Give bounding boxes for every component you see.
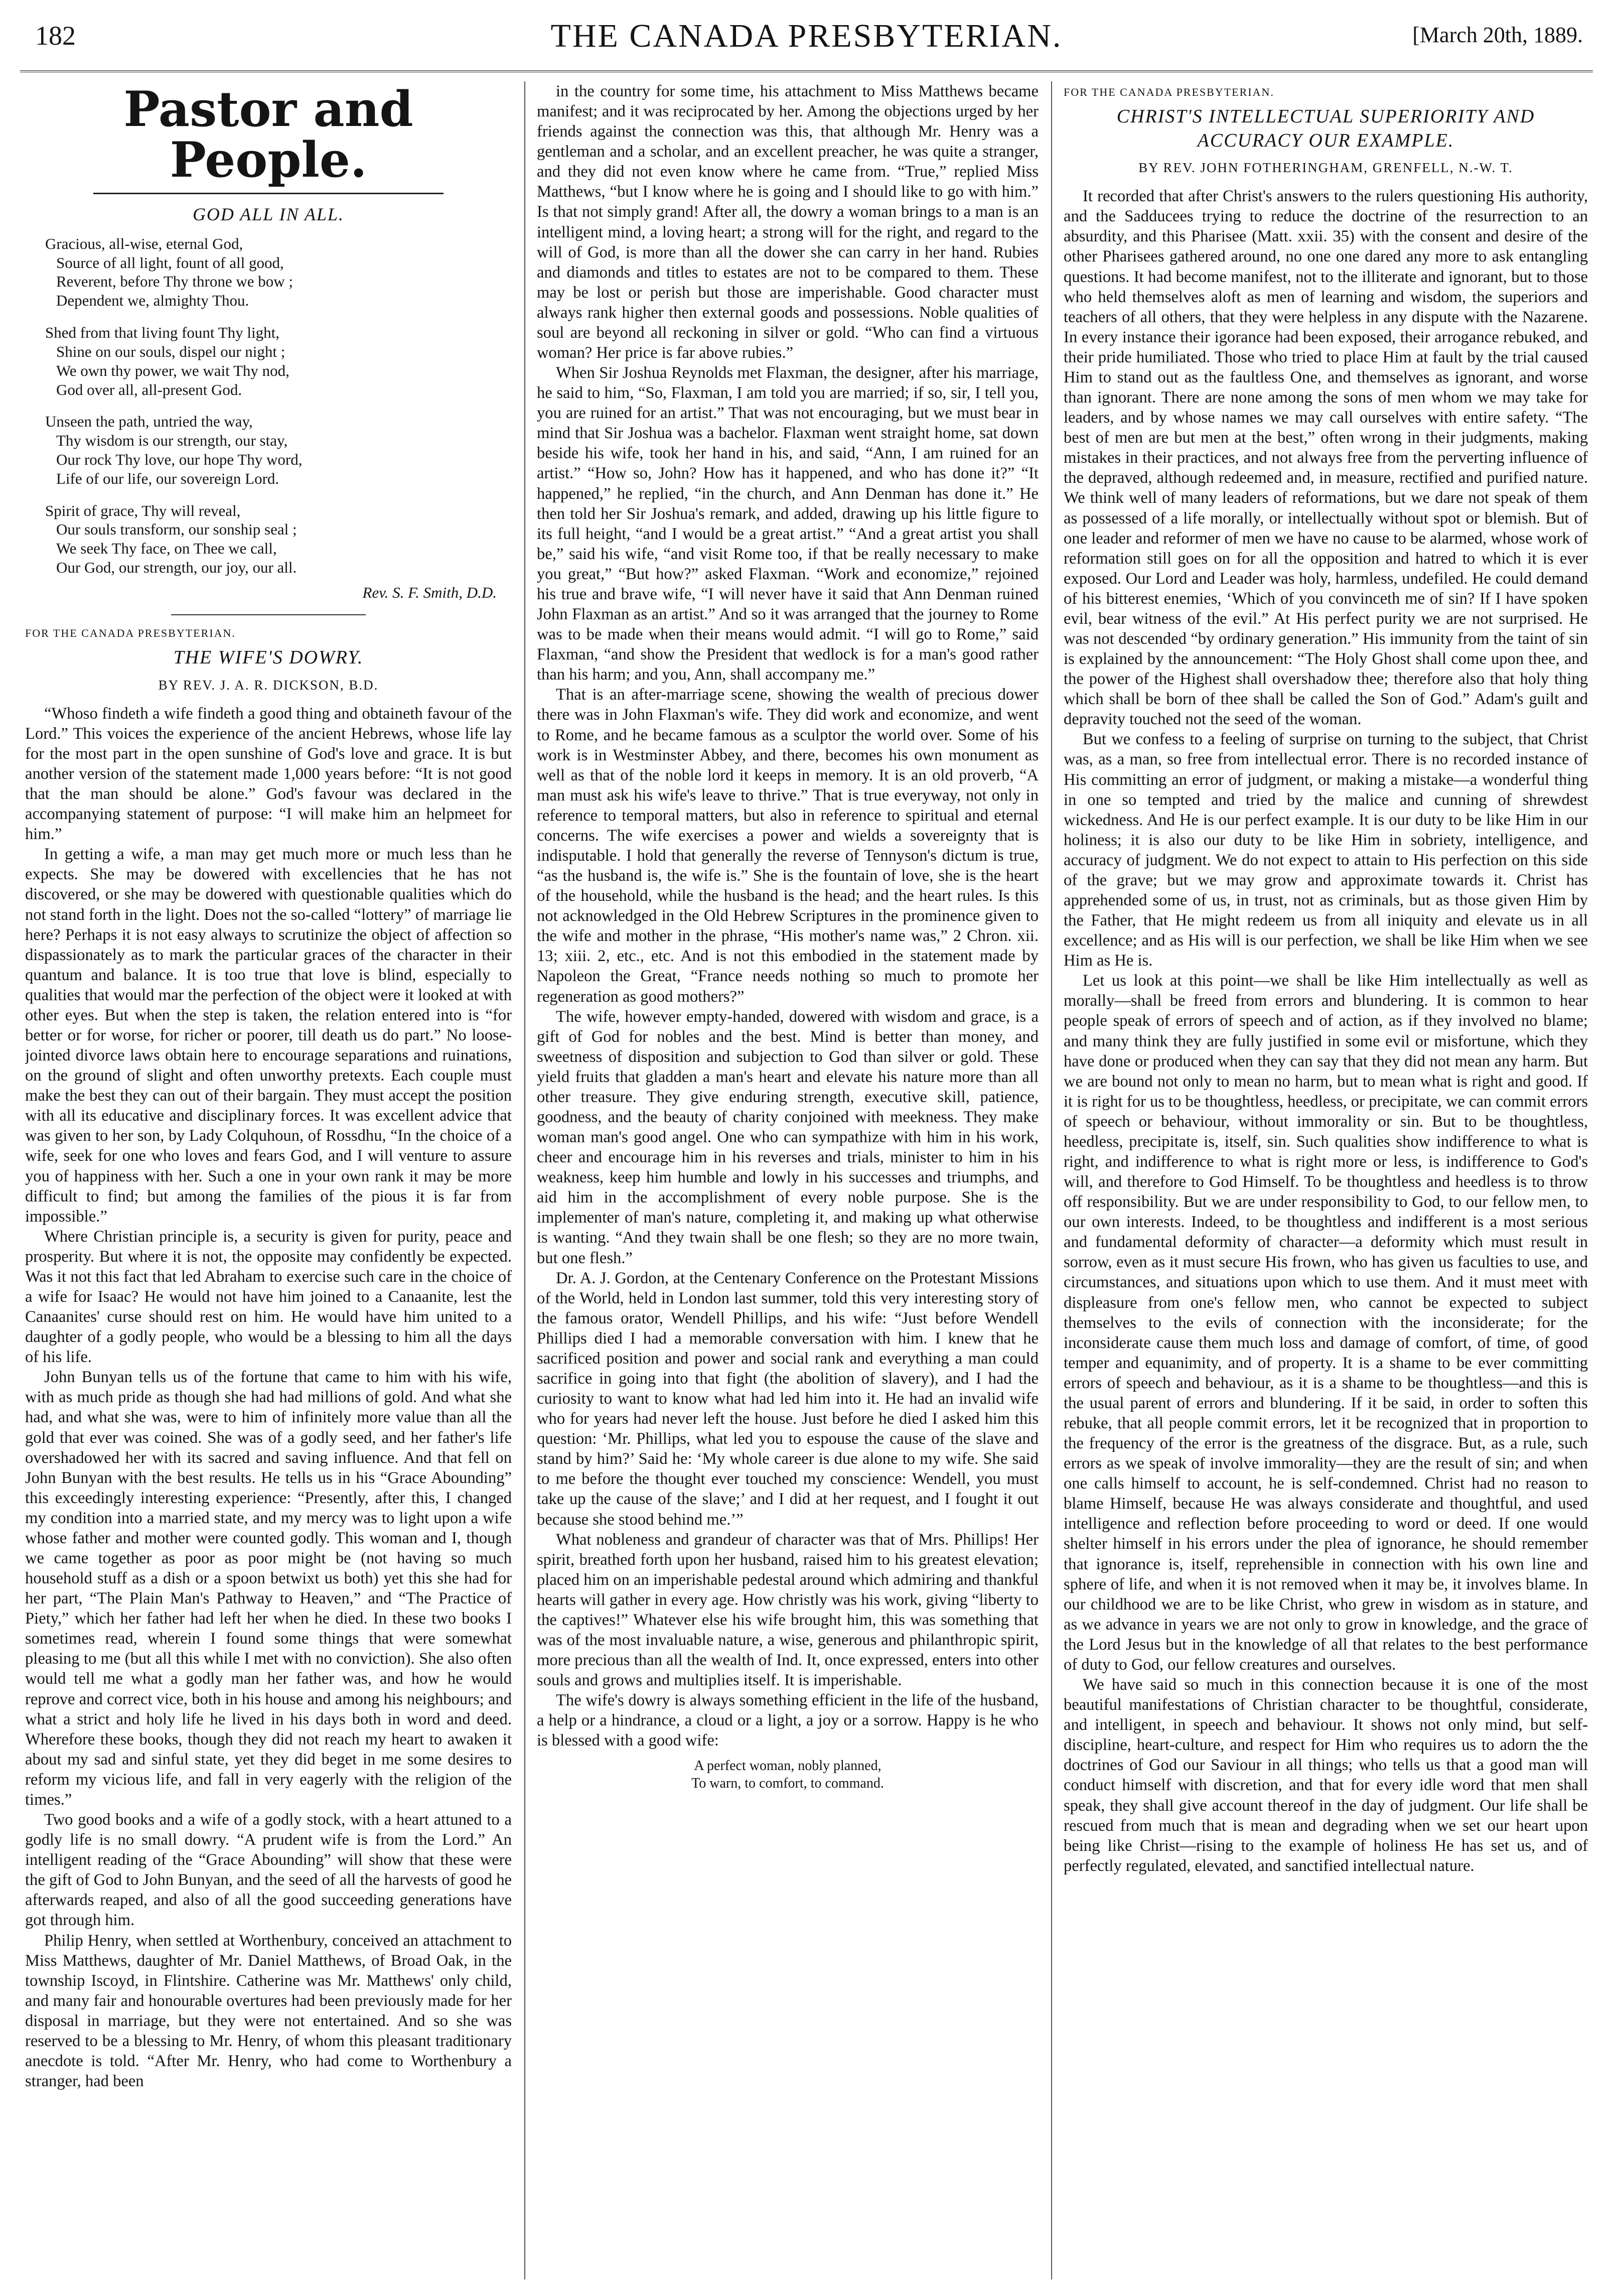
paragraph: The wife's dowry is always something efficient in the life of the husband, a help or a hindrance, a cloud or a light, a joy or a sorrow. Happy is he who is blessed with a good wife: bbox=[537, 1691, 1039, 1750]
poem-line: Our rock Thy love, our hope Thy word, bbox=[56, 450, 303, 468]
article-source: FOR THE CANADA PRESBYTERIAN. bbox=[1064, 86, 1274, 98]
poem-stanza bbox=[45, 234, 512, 310]
paragraph: in the country for some time, his attachment to Miss Matthews became manifest; and it was reciprocated by her. Among the objections urged by her friends against the connection was this, that although Mr. Henry was a gentleman and a scholar, and an excellent preacher, he was quite a stranger, and they did not even know where he came from. “True,” replied Miss Matthews, “but I know where he is going and I should like to go with him.” Is that not simply grand! After all, the dowry a woman brings to a man is an intelligent mind, a loving heart; a strong will for the right, and regard to the will of God, is more than all the dower she can carry in her hand. Rubies and diamonds and titles to estates are not to be compared to them. These may be lost or perish but those are imperishable. Good character must always rank higher then external goods and possessions. Noble qualities of soul are beyond all reckoning in silver or gold. “Who can find a virtuous woman? Her price is far above rubies.” bbox=[537, 82, 1039, 362]
paragraph: The wife, however empty-handed, dowered with wisdom and grace, is a gift of God for nobles and the best. Mind is better than money, and sweetness of disposition and subjection to God than silver or gold. These yield fruits that gladden a man's heart and elevate his nature more than all other treasure. They give enduring strength, executive skill, patience, goodness, and the beauty of charity conjoined with meekness. They make woman man's good angel. One who can sympathize with him in his work, cheer and encourage him in his reverses and trials, minister to him in his weakness, keep him humble and lowly in his successes and triumphs, and aid him in the accomplishment of every noble purpose. She is the implementer of man's nature, completing it, and making up what otherwise is wanting. “And they twain shall be one flesh; so they are no more twain, but one flesh.” bbox=[537, 1007, 1039, 1267]
page-number: 182 bbox=[35, 21, 76, 51]
poem-line: Spirit of grace, Thy will reveal, bbox=[45, 501, 241, 519]
poem-line: Our souls transform, our sonship seal ; bbox=[56, 520, 297, 538]
poem-attribution: Rev. S. F. Smith, D.D. bbox=[362, 583, 497, 601]
poem-line: Our God, our strength, our joy, our all. bbox=[56, 559, 297, 577]
paragraph: John Bunyan tells us of the fortune that came to him with his wife, with as much pride as though she had had millions of gold. And what she had, and what she was, were to him of infinitely more value than all the gold that ever was coined. She was of a godly seed, and her father's life overshadowed her with its sacred and saving influence. And that fell on John Bunyan with the best results. He tells us in his “Grace Abounding” this exceedingly interesting experience: “Presently, after this, I changed my condition into a married state, and my mercy was to light upon a wife whose father and mother were counted godly. This woman and I, though we came together as poor as poor might be (not having so much household stuff as a dish or a spoon betwixt us both) yet this she had for her part, “The Plain Man's Pathway to Heaven,” and “The Practice of Piety,” which her father had left her when he died. In these two books I sometimes read, wherein I found some things that were somewhat pleasing to me (but all this while I met with no conviction). She also often would tell me what a godly man her father was, and how he would reprove and correct vice, both in his house and among his neighbours; and what a strict and holy life he lived in his days both in word and deed. Wherefore these books, though they did not reach my heart to awaken it about my sad and sinful state, yet they did beget in me some desires to reform my vicious life, and fall in very eagerly with the religion of the times.” bbox=[25, 1368, 512, 1809]
paragraph: It recorded that after Christ's answers to the rulers questioning His authority, and the Sadducees trying to reduce the doctrine of the resurrection to an absurdity, and this Pharisee (Matt. xxii. 35) with the consent and desire of the other Pharisees gathered around, no one one dared any more to ask entangling questions. It had become manifest, not to the illiterate and ignorant, but to those who held themselves aloft as men of learning and wisdom, the superiors and teachers of all others, that they were helpless in any dispute with the Nazarene. In every instance their igorance had been exposed, their arrogance rebuked, and their pride humiliated. Those who tried to place Him at fault by the trial caused Him to stand out as the faultless One, and themselves as ignorant, and worse than ignorant. There are none among the sons of men whom we may take for leaders, and by whose names we may call ourselves with entire safety. “The best of men are but men at the best,” often wrong in their judgments, making mistakes in their practices, and not always free from the perverting influence of the depraved, although redeemed and, in measure, rectified and purified nature. We think well of many leaders of reformations, but we dare not speak of them as possessed of a life morally, or intellectually without spot or blemish. But of one leader and reformer of men we have no cause to be alarmed, whose work of reformation still goes on for all the opposition and hatred to which it is ever exposed. Our Lord and Leader was holy, harmless, undefiled. He could demand of his bitterest enemies, ‘Which of you convinceth me of sin? If I have spoken evil, bear witness of the evil.” At His perfect purity we are not surprised. He was not descended “by ordinary generation.” His immunity from the taint of sin is explained by the announcement: “The Holy Ghost shall come upon thee, and the power of the Highest shall overshadow thee; therefore also that holy thing which shall be born of thee shall be called the Son of God.” Adam's guilt and depravity touched not the seed of the woman. bbox=[1064, 187, 1588, 729]
poem-line: We seek Thy face, on Thee we call, bbox=[56, 539, 277, 558]
issue-date: [March 20th, 1889. bbox=[1412, 23, 1583, 47]
running-title: THE CANADA PRESBYTERIAN. bbox=[550, 18, 1063, 54]
poem-line: Thy wisdom is our strength, our stay, bbox=[56, 432, 288, 450]
paragraph: In getting a wife, a man may get much more or much less than he expects. She may be dowered with excellencies that he has not discovered, or she may be dowered with questionable qualities which do not stand forth in the light. Does not the so-called “lottery” of marriage lie here? Perhaps it is not easy always to scrutinize the object of affection so dispassionately as to mark the particular graces of the character in their quantum and balance. It is too true that love is blind, especially to qualities that would mar the perfection of the object were it looked at with other eyes. But when the step is taken, the relation entered into is “for better or for worse, for richer or poorer, till death us do part.” No loose-jointed divorce laws obtain here to encourage separations and ruinations, on the ground of slight and often unworthy pretexts. Each couple must make the best they can out of their bargain. They must accept the position with all its educative and disciplinary forces. It was excellent advice that was given to her son, by Lady Colquhoun, of Rossdhu, “In the choice of a wife, seek for one who loves and fears God, and I will venture to assure you of happiness with her. Such a one in your own rank it may be more difficult to find; but among the families of the pious it is far from impossible.” bbox=[25, 845, 512, 1226]
header-rule bbox=[20, 70, 1593, 72]
poem-stanza bbox=[45, 323, 512, 399]
poem-stanza bbox=[45, 412, 512, 488]
column-1 bbox=[25, 81, 512, 2279]
paragraph: We have said so much in this connection because it is one of the most beautiful manifestations of Christian character to be thoughtful, considerate, and intelligent, in speech and behaviour. It shows not only mind, but self-discipline, heart-culture, and respect for Him who requires us to adorn the the doctrines of God our Saviour in all things; who tells us that a good man will conduct himself with discretion, and that for every idle word that men shall speak, they shall give account thereof in the day of judgment. Our life shall be rescued from much that is mean and degrading when we set our heart upon being like Christ—rising to the example of holiness He has set us, and of perfectly regulated, elevated, and sanctified intellectual nature. bbox=[1064, 1676, 1588, 1875]
poem-line: Shine on our souls, dispel our night ; bbox=[56, 342, 285, 360]
paragraph: That is an after-marriage scene, showing the wealth of precious dower there was in John Flaxman's wife. They did work and economize, and went to Rome, and he became famous as a sculptor the world over. Some of his work is in Westminster Abbey, and there, becomes his own monument as well as that of the noble lord it keeps in memory. It is an old proverb, “A man must ask his wife's leave to thrive.” That is true everyway, not only in reference to temporal matters, but also in reference to spiritual and eternal concerns. The wife exercises a power and wields a sovereignty that is indisputable. I hold that generally the reverse of Tennyson's dictum is true, “as the husband is, the wife is.” She is the fountain of love, she is the heart of the household, while the husband is the head; and the heart rules. Is this not acknowledged in the Old Hebrew Scriptures in the prominence given to the wife and mother in the phrase, “His mother's name was,” 2 Chron. xii. 13; xiii. 2, etc., etc. And is not this embodied in the statement made by Napoleon the Great, “France needs nothing so much to promote her regeneration as good mothers?” bbox=[537, 686, 1039, 1006]
section-heading: Pastor and People. bbox=[123, 81, 413, 188]
poem-line: Dependent we, almighty Thou. bbox=[56, 292, 249, 310]
poem-line: Gracious, all-wise, eternal God, bbox=[45, 234, 243, 252]
article-title: THE WIFE'S DOWRY. bbox=[173, 647, 364, 668]
article-byline: BY REV. JOHN FOTHERINGHAM, GRENFELL, N.-W. T. bbox=[1138, 160, 1513, 176]
poem-line: Life of our life, our sovereign Lord. bbox=[56, 469, 279, 487]
poem-line: Unseen the path, untried the way, bbox=[45, 413, 253, 431]
column-rule bbox=[1051, 81, 1052, 2279]
paragraph: Where Christian principle is, a security is given for purity, peace and prosperity. But where it is not, the opposite may confidently be expected. Was it not this fact that led Abraham to exercise such care in the choice of a wife for Isaac? He would not have him joined to a Canaanite, lest the Canaanites' curse should rest on him. He would have him united to a daughter of a godly people, who would be a blessing to him all the days of his life. bbox=[25, 1227, 512, 1367]
column-rule bbox=[524, 81, 525, 2279]
section-rule bbox=[93, 193, 444, 194]
paragraph: Two good books and a wife of a godly stock, with a heart attuned to a godly life is no small dowry. “A prudent wife is from the Lord.” An intelligent reading of the “Grace Abounding” will show that these were the gift of God to John Bunyan, and the seed of all the harvests of good he afterwards reaped, and also of all the good succeeding generations have got through him. bbox=[25, 1811, 512, 1930]
paragraph: When Sir Joshua Reynolds met Flaxman, the designer, after his marriage, he said to him, “So, Flaxman, I am told you are married; if so, sir, I tell you, you are ruined for an artist.” That was not encouraging, but we must bear in mind that Sir Joshua was a bachelor. Flaxman went straight home, sat down beside his wife, took her hand in his, and said, “Ann, I am ruined for an artist.” “How so, John? How has it happened, and who has done it?” “It happened,” he replied, “in the church, and Ann Denman has done it.” He then told her Sir Joshua's remark, and added, drawing up his little figure to its full height, “and I would be a great artist.” “And a great artist you shall be,” said his wife, “and visit Rome too, if that be really necessary to make you great,” “But how?” asked Flaxman. “Work and economize,” rejoined his true and brave wife, “I will never have it said that Ann Denman ruined John Flaxman as an artist.” And so it was arranged that the journey to Rome was to be made when their means would admit. “I will go to Rome,” said Flaxman, “and show the President that wedlock is for a man's good rather than his harm; and you, Ann, shall accompany me.” bbox=[537, 364, 1039, 684]
paragraph: Dr. A. J. Gordon, at the Centenary Conference on the Protestant Missions of the World, held in London last summer, told this very interesting story of the famous orator, Wendell Phillips, and his wife: “Just before Wendell Phillips died I had a memorable conversation with him. I knew that he sacrificed position and power and social rank and everything a man could sacrifice in going into that fight (the abolition of slavery), and I had the curiosity to want to know what had led him into it. He had an invalid wife who for years had never left the house. Just before he died I asked him this question: ‘Mr. Phillips, what led you to espouse the cause of the slave and stand by him?’ Said he: ‘My whole career is due alone to my wife. She said to me before the thought ever touched my conscience: Wendell, you must take up the cause of the slave;’ and I did at her request, and I fought it out because she stood behind me.’” bbox=[537, 1269, 1039, 1529]
poem-line: We own thy power, we wait Thy nod, bbox=[56, 361, 289, 379]
paragraph: Philip Henry, when settled at Worthenbury, conceived an attachment to Miss Matthews, daughter of Mr. Daniel Matthews, of Broad Oak, in the township Iscoyd, in Flintshire. Catherine was Mr. Matthews' only child, and many fair and honourable overtures had been previously made for her disposal in marriage, but they were not entertained. And so she was reserved to be a blessing to Mr. Henry, of whom this pleasant traditionary anecdote is told. “After Mr. Henry, who had come to Worthenbury a stranger, had been bbox=[25, 1931, 512, 2091]
article-body bbox=[1064, 186, 1588, 1876]
paragraph: But we confess to a feeling of surprise on turning to the subject, that Christ was, as a man, so free from intellectual error. There is no recorded instance of His committing an error of judgment, or making a mistake—a wonderful thing in one so tempted and tried by the malice and cunning of shrewdest wickedness. And He is our perfect example. It is our duty to be like Him in our holiness; it is also our duty to be like Him in sobriety, intelligence, and accuracy of judgment. We do not expect to attain to His perfection on this side of the grave; but we may grow and approximate towards it. Christ has apprehended some of us, in trust, not as criminals, but as those given Him by the Father, that He might redeem us from all iniquity and elevate us in all excellence; and as His will is our perfection, we shall be like Him when we see Him as He is. bbox=[1064, 730, 1588, 970]
paragraph: What nobleness and grandeur of character was that of Mrs. Phillips! Her spirit, breathed forth upon her husband, raised him to his greatest elevation; placed him on an imperishable pedestal around which admiring and thankful hearts will gather in every age. How christly was his work, giving “liberty to the captives!” Whatever else his wife brought him, this was something that was of the most invaluable nature, a wise, generous and philanthropic spirit, more precious than all the wealth of Ind. It, once expressed, enters into other souls and grows and multiplies itself. It is imperishable. bbox=[537, 1530, 1039, 1690]
poem-stanza bbox=[45, 501, 512, 577]
column-2 bbox=[537, 81, 1039, 2279]
poem-title: GOD ALL IN ALL. bbox=[192, 204, 345, 224]
article-body bbox=[25, 704, 512, 2091]
article-title: CHRIST'S INTELLECTUAL SUPERIORITY AND ACCURACY OUR EXAMPLE. bbox=[1116, 106, 1535, 151]
page-header bbox=[20, 12, 1593, 67]
closing-verse bbox=[537, 1758, 1039, 1792]
article-body-continued bbox=[537, 81, 1039, 1750]
paragraph: “Whoso findeth a wife findeth a good thing and obtaineth favour of the Lord.” This voices the experience of the ancient Hebrews, whose life lay for the most part in the open sunshine of God's love and grace. It is but another version of the statement made 1,000 years before: “It is not good that the man should be alone.” God's favour was declared in the accompanying statement of purpose: “I will make him an helpmeet for him.” bbox=[25, 704, 512, 844]
verse-line: To warn, to comfort, to command. bbox=[691, 1775, 884, 1791]
verse-line: A perfect woman, nobly planned, bbox=[694, 1758, 882, 1774]
divider bbox=[171, 614, 366, 615]
column-3 bbox=[1064, 81, 1588, 2279]
poem-line: God over all, all-present God. bbox=[56, 380, 242, 398]
poem-line: Reverent, before Thy throne we bow ; bbox=[56, 273, 294, 291]
article-byline: BY REV. J. A. R. DICKSON, B.D. bbox=[158, 677, 379, 693]
poem-line: Source of all light, fount of all good, bbox=[56, 253, 284, 272]
poem-line: Shed from that living fount Thy light, bbox=[45, 324, 279, 342]
article-source: FOR THE CANADA PRESBYTERIAN. bbox=[25, 626, 236, 639]
poem bbox=[45, 234, 512, 577]
paragraph: Let us look at this point—we shall be like Him intellectually as well as morally—shall be freed from errors and blundering. It is common to hear people speak of errors of speech and of action, as if they involved no blame; and many think they are fully justified in some evil or misfortune, which they have done or produced when they can say that they did not mean any harm. But we are bound not only to mean no harm, but to mean what is right and good. If it is right for us to be thoughtless, heedless, or precipitate, we can commit errors of speech or behaviour, without immorality or sin. But to be thoughtless, heedless, precipitate is, itself, sin. Such qualities show indifference to what is right, and indifference to what is right more or less, is indifference to God's will, and therefore to God Himself. To be thoughtless and heedless is to throw off responsibility. But we are under responsibility to God, to our fellow men, to our own interests. Indeed, to be thoughtless and indifferent is a most serious and fundamental deformity of character—a deformity which must result in sorrow, even as it must secure His frown, who has given us faculties to use, and circumstances, and situations upon which to use them. And it must meet with displeasure from one's fellow men, who cannot be expected to subject themselves to the evils of connection with the inconsiderate; for the inconsiderate cause them much loss and damage of comfort, of time, of good temper and equanimity, and of property. It is a shame to be ever committing errors of speech and behaviour, as it is a shame to be thoughtless—and this is the usual parent of errors and blundering. If it be said, in order to soften this rebuke, that all people commit errors, let it be recognized that in proportion to the frequency of the error is the greatness of the disgrace. But, as a rule, such errors as we speak of involve immorality—they are the result of sin; and when one calls himself to account, he is self-condemned. Christ had no reason to blame Himself, because He was always considerate and thoughtful, and used intelligence and reflection before proceeding to word or deed. If one would shelter himself in his errors under the plea of ignorance, he should remember that ignorance is, itself, reprehensible in connection with his own line and sphere of life, and when it is not removed when it may be, it involves blame. In our childhood we are to be like Christ, who grew in wisdom as in stature, and as we advance in years we are not only to grow in knowledge, and the grace of the Lord Jesus but in the knowledge of all that relates to the best performance of duty to God, our fellow creatures and ourselves. bbox=[1064, 972, 1588, 1674]
